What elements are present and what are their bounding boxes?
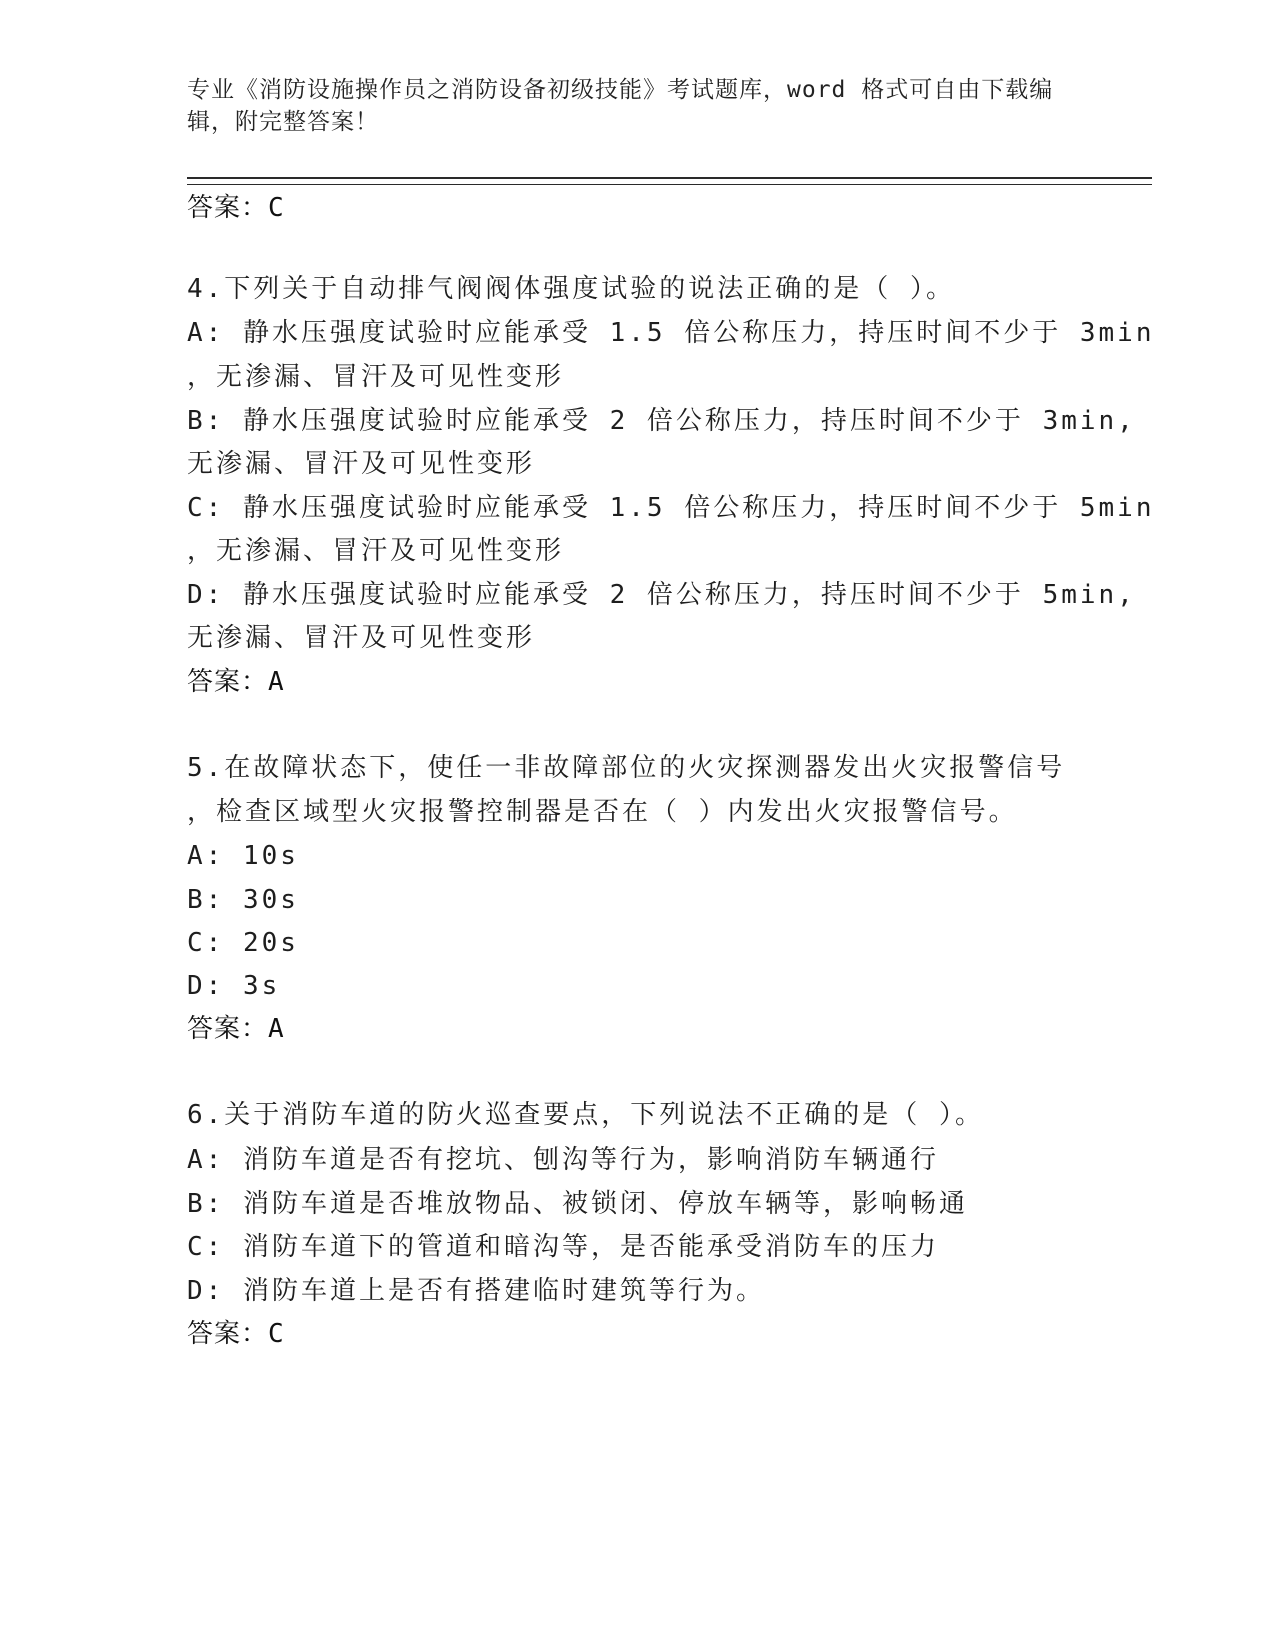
question-6-answer: 答案：C	[187, 1319, 285, 1349]
question-5-option-c: C: 20s	[187, 928, 299, 958]
question-5-option-a: A: 10s	[187, 841, 299, 871]
header-divider	[187, 177, 1152, 185]
question-5-option-b: B: 30s	[187, 885, 299, 915]
question-5-stem-cont: ，检查区域型火灾报警控制器是否在（ ）内发出火灾报警信号。	[187, 797, 1018, 827]
question-5-stem: 5.在故障状态下，使任一非故障部位的火灾探测器发出火灾报警信号	[187, 753, 1066, 783]
question-4-option-c: C: 静水压强度试验时应能承受 1.5 倍公称压力，持压时间不少于 5min	[187, 493, 1155, 523]
document-page	[187, 0, 1155, 1650]
question-6-option-b: B: 消防车道是否堆放物品、被锁闭、停放车辆等，影响畅通	[187, 1189, 968, 1219]
question-4-option-d-cont: 无渗漏、冒汗及可见性变形	[187, 623, 536, 653]
question-6-option-c: C: 消防车道下的管道和暗沟等，是否能承受消防车的压力	[187, 1232, 939, 1262]
question-5-option-d: D: 3s	[187, 971, 281, 1001]
question-5-answer: 答案：A	[187, 1014, 285, 1044]
question-6-stem: 6.关于消防车道的防火巡查要点，下列说法不正确的是（ ）。	[187, 1100, 984, 1130]
answer-prev: 答案：C	[187, 193, 285, 223]
question-4-option-b: B: 静水压强度试验时应能承受 2 倍公称压力，持压时间不少于 3min,	[187, 406, 1136, 436]
question-4-option-a-cont: ，无渗漏、冒汗及可见性变形	[187, 362, 565, 392]
question-4-option-c-cont: ，无渗漏、冒汗及可见性变形	[187, 536, 565, 566]
question-6-option-a: A: 消防车道是否有挖坑、刨沟等行为，影响消防车辆通行	[187, 1145, 939, 1175]
header-line-2: 辑，附完整答案！	[187, 109, 379, 135]
question-4-option-d: D: 静水压强度试验时应能承受 2 倍公称压力，持压时间不少于 5min,	[187, 580, 1136, 610]
document-header	[187, 74, 1067, 138]
question-4-answer: 答案：A	[187, 667, 285, 697]
question-4-stem: 4.下列关于自动排气阀阀体强度试验的说法正确的是（ ）。	[187, 274, 955, 304]
question-4-option-a: A: 静水压强度试验时应能承受 1.5 倍公称压力，持压时间不少于 3min	[187, 318, 1155, 348]
question-6-option-d: D: 消防车道上是否有搭建临时建筑等行为。	[187, 1276, 765, 1306]
header-line-1: 专业《消防设施操作员之消防设备初级技能》考试题库，word 格式可自由下载编	[187, 77, 1054, 103]
question-4-option-b-cont: 无渗漏、冒汗及可见性变形	[187, 449, 536, 479]
